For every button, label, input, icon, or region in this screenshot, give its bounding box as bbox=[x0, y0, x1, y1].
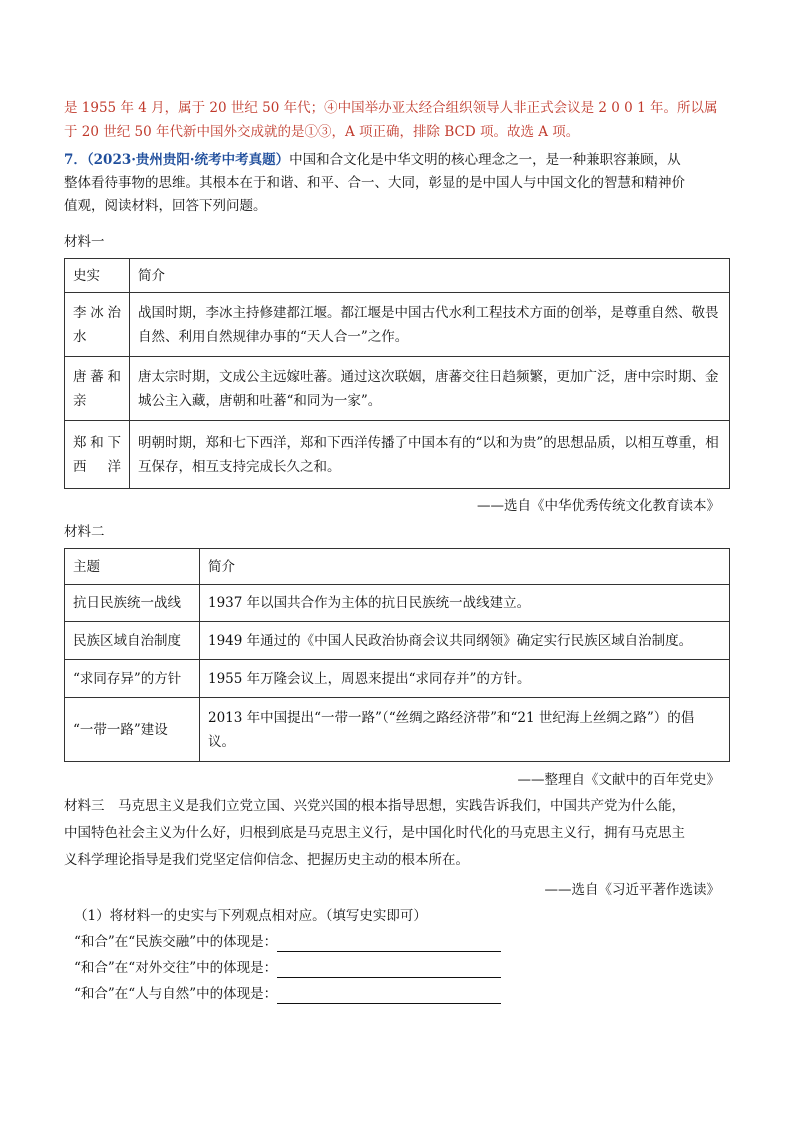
material1-title: 材料一 bbox=[64, 234, 105, 250]
table-header-row bbox=[65, 259, 730, 293]
material3-source: ——选自《习近平著作选读》 bbox=[544, 882, 720, 898]
answer-line bbox=[74, 984, 730, 1004]
material2-source: ——整理自《文献中的百年党史》 bbox=[517, 772, 720, 788]
answer-label: “和合”在“对外交往”中的体现是： bbox=[74, 960, 278, 976]
table-row bbox=[65, 585, 730, 622]
sub-question-prompt: （1）将材料一的史实与下列观点相对应。（填写史实即可） bbox=[74, 908, 427, 924]
answer-blank-human-nature[interactable] bbox=[277, 988, 501, 1004]
table-cell-fact: 李冰治水 bbox=[65, 293, 130, 357]
table-cell-desc: 战国时期，李冰主持修建都江堰。都江堰是中国古代水利工程技术方面的创举，是尊重自然、敬畏自然、利用自然规律办事的“天人合一”之作。 bbox=[130, 293, 730, 357]
table-cell-desc: 1949 年通过的《中国人民政治协商会议共同纲领》确定实行民族区域自治制度。 bbox=[200, 622, 730, 660]
table-row bbox=[65, 293, 730, 357]
table-row bbox=[65, 622, 730, 660]
question-source: （2023·贵州贵阳·统考中考真题） bbox=[86, 152, 290, 168]
table-header-cell: 主题 bbox=[65, 549, 200, 585]
intro-line-1: 是 1955 年 4 月，属于 20 世纪 50 年代；④中国举办亚太经合组织领导人非正式会议是 2 0 0 1 年。所以属 bbox=[64, 100, 718, 116]
table-row bbox=[65, 357, 730, 421]
table-row bbox=[65, 698, 730, 762]
table-cell-fact: 唐蕃和亲 bbox=[65, 357, 130, 421]
table-cell-topic: “求同存异”的方针 bbox=[65, 660, 200, 698]
table-cell-topic: 民族区域自治制度 bbox=[65, 622, 200, 660]
table-cell-desc: 唐太宗时期，文成公主远嫁吐蕃。通过这次联姻，唐蕃交往日趋频繁，更加广泛，唐中宗时期、金城公主入藏，唐朝和吐蕃“和同为一家”。 bbox=[130, 357, 730, 421]
answer-label: “和合”在“人与自然”中的体现是： bbox=[74, 986, 278, 1002]
material2-title: 材料二 bbox=[64, 524, 105, 540]
material2-table bbox=[64, 548, 730, 762]
table-cell-topic: “一带一路”建设 bbox=[65, 698, 200, 762]
material1-table bbox=[64, 258, 730, 489]
table-cell-fact: 郑和下西洋 bbox=[65, 421, 130, 489]
table-row bbox=[65, 421, 730, 489]
table-header-cell: 简介 bbox=[200, 549, 730, 585]
table-header-cell: 史实 bbox=[65, 259, 130, 293]
question-text-3: 值观，阅读材料，回答下列问题。 bbox=[64, 198, 267, 214]
answer-blank-foreign-exchange[interactable] bbox=[277, 962, 501, 978]
table-cell-desc: 明朝时期，郑和七下西洋，郑和下西洋传播了中国本有的“以和为贵”的思想品质，以相互尊重，相互保存，相互支持完成长久之和。 bbox=[130, 421, 730, 489]
question-header bbox=[64, 150, 730, 170]
table-cell-topic: 抗日民族统一战线 bbox=[65, 585, 200, 622]
answer-line bbox=[74, 932, 730, 952]
table-cell-desc: 1955 年万隆会议上，周恩来提出“求同存并”的方针。 bbox=[200, 660, 730, 698]
material1-source: ——选自《中华优秀传统文化教育读本》 bbox=[477, 498, 720, 514]
question-number: 7． bbox=[64, 152, 87, 168]
table-cell-desc: 2013 年中国提出“一带一路”（“丝绸之路经济带”和“21 世纪海上丝绸之路”）的倡议。 bbox=[200, 698, 730, 762]
answer-line bbox=[74, 958, 730, 978]
table-cell-desc: 1937 年以国共合作为主体的抗日民族统一战线建立。 bbox=[200, 585, 730, 622]
answer-blank-ethnic-fusion[interactable] bbox=[277, 936, 501, 952]
material3-line-3: 义科学理论指导是我们党坚定信仰信念、把握历史主动的根本所在。 bbox=[64, 852, 469, 868]
table-row bbox=[65, 660, 730, 698]
material3-line-2: 中国特色社会主义为什么好，归根到底是马克思主义行，是中国化时代化的马克思主义行，拥有马克思主 bbox=[64, 825, 685, 841]
material3-line-1: 材料三 马克思主义是我们立党立国、兴党兴国的根本指导思想，实践告诉我们，中国共产党为什么能， bbox=[64, 798, 685, 814]
table-header-row bbox=[65, 549, 730, 585]
question-text-2: 整体看待事物的思维。其根本在于和谐、和平、合一、大同，彰显的是中国人与中国文化的智慧和精神价 bbox=[64, 175, 685, 191]
table-header-cell: 简介 bbox=[130, 259, 730, 293]
question-text-1: 中国和合文化是中华文明的核心理念之一，是一种兼职容兼顾，从 bbox=[289, 152, 681, 168]
answer-label: “和合”在“民族交融”中的体现是： bbox=[74, 934, 278, 950]
intro-line-2: 于 20 世纪 50 年代新中国外交成就的是①③，A 项正确，排除 BCD 项。故选 A 项。 bbox=[64, 124, 580, 140]
